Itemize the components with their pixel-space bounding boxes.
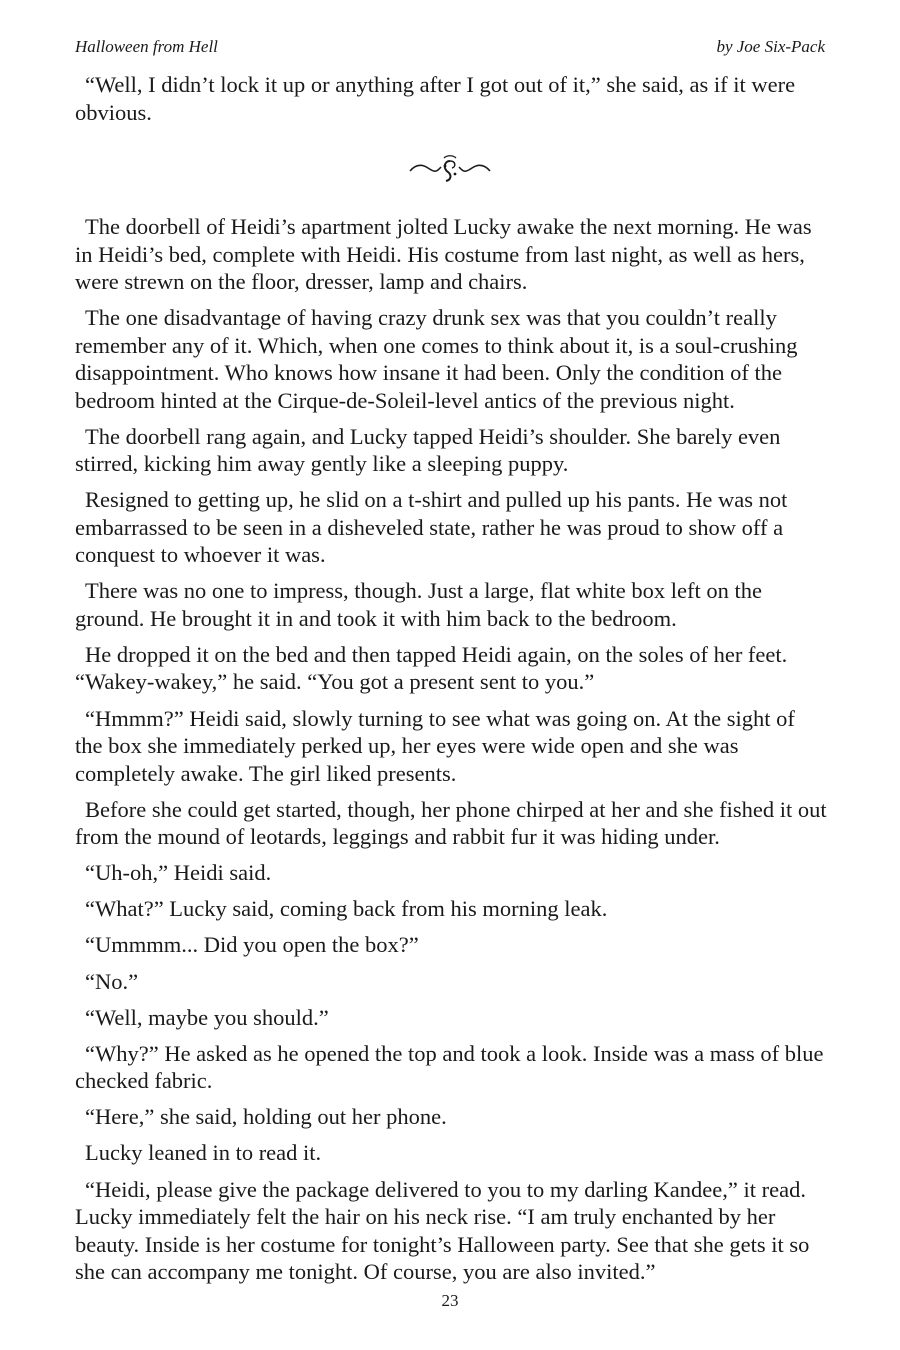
- opening-text-block: [75, 71, 827, 126]
- book-title: Halloween from Hell: [75, 37, 218, 56]
- opening-paragraph: “Well, I didn’t lock it up or anything after I got out of it,” she said, as if it were obvious.: [75, 72, 796, 125]
- paragraph: “Well, maybe you should.”: [85, 1004, 329, 1030]
- paragraph: He dropped it on the bed and then tapped Heidi again, on the soles of her feet. “Wakey-wakey,” he said. “You got a present sent to you.”: [75, 641, 788, 695]
- chapter-text-block: [75, 213, 827, 1294]
- paragraph: The doorbell rang again, and Lucky tapped Heidi’s shoulder. She barely even stirred, kicking him away gently like a sleeping puppy.: [75, 423, 781, 477]
- paragraph: The doorbell of Heidi’s apartment jolted Lucky awake the next morning. He was in Heidi’s bed, complete with Heidi. His costume from last night, as well as hers, were strewn on the floor, dresser, lamp and chairs.: [75, 214, 812, 294]
- paragraph: Resigned to getting up, he slid on a t-shirt and pulled up his pants. He was not embarrassed to be seen in a disheveled state, rather he was proud to show off a conquest to whoever it was.: [75, 487, 788, 568]
- author-byline: by Joe Six-Pack: [716, 37, 825, 56]
- paragraph: “Why?” He asked as he opened the top and took a look. Inside was a mass of blue checked fabric.: [75, 1040, 824, 1094]
- paragraph: “No.”: [85, 968, 139, 994]
- paragraph: “Hmmm?” Heidi said, slowly turning to see what was going on. At the sight of the box she immediately perked up, her eyes were wide open and she was completely awake. The girl liked presents.: [75, 705, 795, 786]
- paragraph: “Uh-oh,” Heidi said.: [85, 860, 272, 886]
- paragraph: “Ummmm... Did you open the box?”: [85, 932, 419, 958]
- paragraph: There was no one to impress, though. Just a large, flat white box left on the ground. He brought it in and took it with him back to the bedroom.: [75, 578, 762, 631]
- paragraph: “Heidi, please give the package delivered to you to my darling Kandee,” it read. Lucky immediately felt the hair on his neck rise. “I am truly enchanted by her beauty. Inside is her costume for tonight’s Halloween party. See that she gets it so she can accompany me tonight. Of course, you are also invited.”: [75, 1176, 810, 1284]
- paragraph: “What?” Lucky said, coming back from his morning leak.: [85, 896, 608, 922]
- page-number: 23: [441, 1291, 459, 1310]
- paragraph: “Here,” she said, holding out her phone.: [85, 1104, 447, 1130]
- scene-break-flourish-icon: [400, 152, 500, 184]
- paragraph: Lucky leaned in to read it.: [85, 1140, 322, 1166]
- paragraph: The one disadvantage of having crazy drunk sex was that you couldn’t really remember any of it. Which, when one comes to think about it, is a soul-crushing disappointment. Who knows how insane it had been. Only the condition of the bedroom hinted at the Cirque-de-Soleil-level antics of the previous night.: [75, 305, 798, 413]
- paragraph: Before she could get started, though, her phone chirped at her and she fished it out from the mound of leotards, leggings and rabbit fur it was hiding under.: [75, 796, 827, 850]
